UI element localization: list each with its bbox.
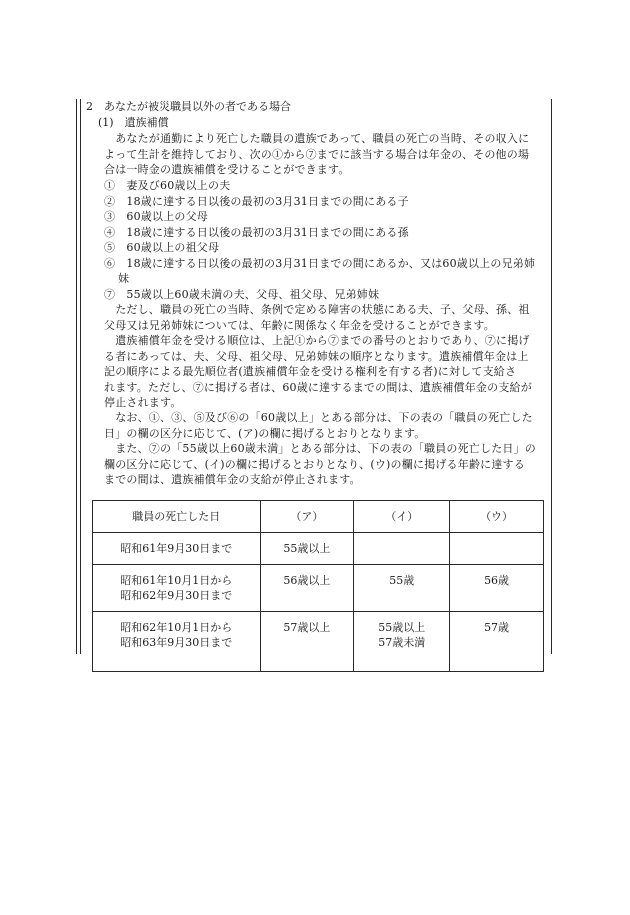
header-death-date: 職員の死亡した日	[93, 501, 261, 533]
date-cell	[93, 565, 261, 612]
paragraph-line: までの間は、遺族補償年金の支給が停止されます。	[104, 473, 361, 486]
paragraph-line: また、⑦の「55歳以上60歳未満」とある部分は、下の表の「職員の死亡した日」の	[104, 442, 536, 455]
date-line: 昭和62年9月30日まで	[120, 589, 233, 602]
date-cell	[93, 533, 261, 565]
disability-paragraph	[104, 302, 530, 333]
list-item: ⑥ 18歳に達する日以後の最初の3月31日までの間にあるか、又は60歳以上の兄弟姉	[104, 256, 536, 270]
list-item: ② 18歳に達する日以後の最初の3月31日までの間にある子	[104, 194, 409, 208]
date-line: 昭和61年10月1日から	[120, 574, 233, 587]
paragraph-line: る者にあっては、夫、父母、祖父母、兄弟姉妹の順序となります。遺族補償年金は上	[104, 349, 529, 363]
u-cell: 56歳	[450, 565, 544, 612]
list-item: ⑤ 60歳以上の祖父母	[104, 241, 220, 254]
paragraph-line: 日」の欄の区分に応じて、(ア)の欄に掲げるとおりとなります。	[104, 426, 426, 440]
intro-line: あなたが通勤により死亡した職員の遺族であって、職員の死亡の当時、その収入に	[104, 132, 530, 145]
paragraph-line: なお、①、③、⑤及び⑥の「60歳以上」とある部分は、下の表の「職員の死亡した	[104, 411, 533, 424]
list-item: ④ 18歳に達する日以後の最初の3月31日までの間にある孫	[104, 225, 409, 239]
u-cell	[450, 533, 544, 565]
table-row	[93, 565, 544, 612]
order-paragraph	[104, 333, 532, 411]
date-line: 昭和61年9月30日まで	[120, 542, 233, 555]
intro-line: 合は一時金の遺族補償を受けることができます。	[104, 163, 350, 176]
note-paragraph-1	[104, 410, 533, 441]
header-a: （ア）	[260, 501, 354, 533]
list-item: ① 妻及び60歳以上の夫	[104, 179, 231, 192]
paragraph-line: ただし、職員の死亡の当時、条例で定める障害の状態にある夫、子、父母、孫、祖	[104, 303, 530, 316]
list-item-continuation: 妹	[118, 272, 130, 285]
paragraph-line: 停止されます。	[104, 396, 182, 409]
table-row	[93, 612, 544, 672]
age-table	[92, 500, 544, 672]
i-cell	[354, 533, 450, 565]
u-cell: 57歳	[450, 612, 544, 672]
paragraph-line: 記の順序による最先順位者(遺族補償年金を受ける権利を有する者)に対して支給さ	[104, 365, 517, 378]
list-item: ③ 60歳以上の父母	[104, 210, 208, 223]
date-line: 昭和63年9月30日まで	[120, 636, 233, 649]
i-line: 55歳	[389, 574, 415, 587]
a-cell: 56歳以上	[260, 565, 354, 612]
i-line: 57歳未満	[378, 636, 426, 649]
paragraph-line: 父母又は兄弟姉妹については、年齢に関係なく年金を受けることができます。	[104, 318, 495, 332]
note-paragraph-2	[104, 441, 536, 488]
paragraph-line: れます。ただし、⑦に掲げる者は、60歳に達するまでの間は、遺族補償年金の支給が	[104, 380, 532, 394]
eligibility-list	[104, 178, 535, 302]
i-line: 55歳以上	[378, 621, 426, 634]
intro-line: よって生計を維持しており、次の①から⑦までに該当する場合は年金の、その他の場	[104, 147, 530, 161]
header-i: （イ）	[354, 501, 450, 533]
table-header-row	[93, 501, 544, 533]
header-u: （ウ）	[450, 501, 544, 533]
paragraph-line: 遺族補償年金を受ける順位は、上記①から⑦までの番号のとおりであり、⑦に掲げ	[104, 334, 530, 347]
section-title: 2 あなたが被災職員以外の者である場合	[86, 100, 291, 113]
a-cell: 57歳以上	[260, 612, 354, 672]
date-cell	[93, 612, 261, 672]
paragraph-line: 欄の区分に応じて、(イ)の欄に掲げるとおりとなり、(ウ)の欄に掲げる年齢に達する	[104, 457, 525, 471]
list-item: ⑦ 55歳以上60歳未満の夫、父母、祖父母、兄弟姉妹	[104, 287, 380, 301]
a-cell: 55歳以上	[260, 533, 354, 565]
intro-paragraph	[104, 131, 529, 178]
i-cell	[354, 565, 450, 612]
table-row	[93, 533, 544, 565]
i-cell	[354, 612, 450, 672]
subsection-title: (1) 遺族補償	[98, 116, 169, 129]
date-line: 昭和62年10月1日から	[120, 621, 233, 634]
